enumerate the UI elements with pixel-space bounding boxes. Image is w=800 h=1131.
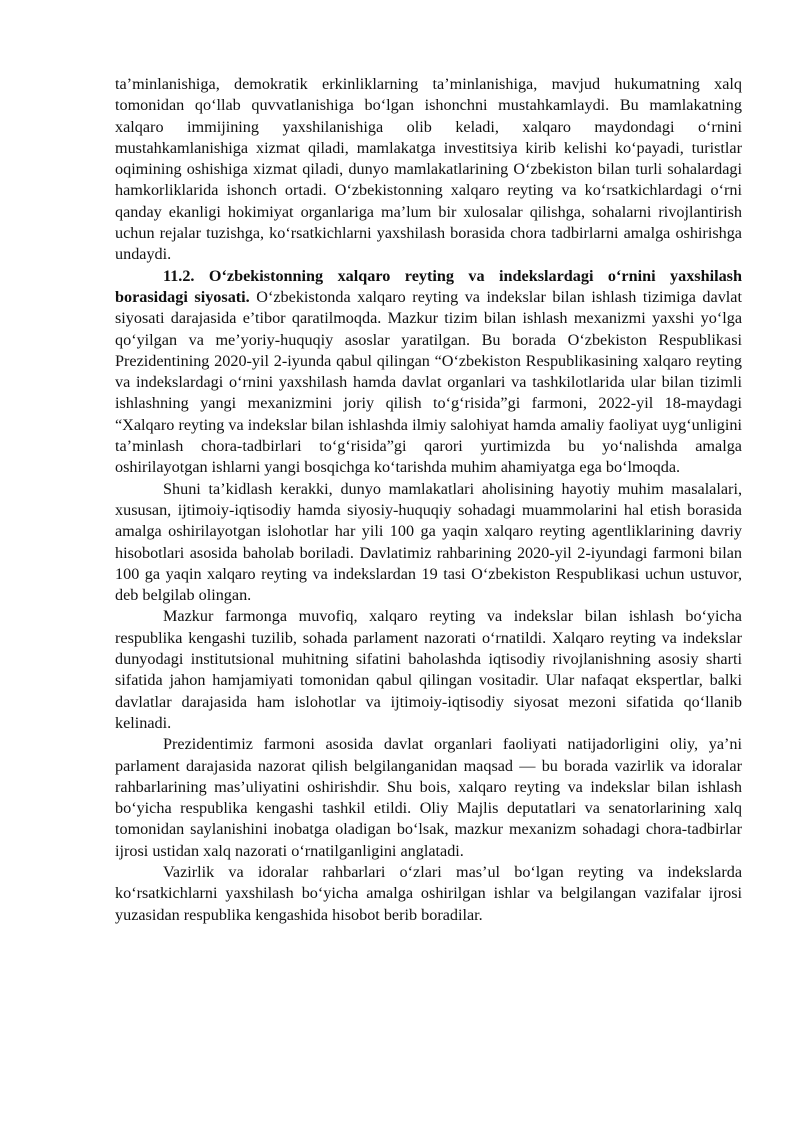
paragraph-ministry-reports: Vazirlik va idoralar rahbarlari o‘zlari mas’ul bo‘lgan reyting va indekslarda ko‘rsatkichlarni yaxshilash bo‘yicha amalga oshirilgan ishlar va belgilangan vazifalar ijrosi yuzasidan respublika kengashida hisobot berib boradilar. [115, 862, 742, 924]
paragraph-parliament-control: Prezidentimiz farmoni asosida davlat organlari faoliyati natijadorligini oliy, ya’ni parlament darajasida nazorat qilish belgilanganidan maqsad — bu borada vazirlik va idoralar rahbarlarining mas’uliyatini oshirishdir. Shu bois, xalqaro reyting va indekslar bilan ishlash bo‘yicha respublika kengashi tashkil etildi. Oliy Majlis deputatlari va senatorlarining xalq tomonidan saylanishini inobatga oladigan bo‘lsak, mazkur mexanizm sohadagi chora-tadbirlar ijrosi ustidan xalq nazorati o‘rnatilganligini anglatadi. [115, 735, 742, 860]
document-page [115, 74, 742, 926]
paragraph-intro-continuation: ta’minlanishiga, demokratik erkinliklarning ta’minlanishiga, mavjud hukumatning xalq tomonidan qo‘llab quvvatlanishiga bo‘lgan ishonchni mustahkamlaydi. Bu mamlakatning xalqaro immijining yaxshilanishiga olib keladi, xalqaro maydondagi o‘rnini mustahkamlanishiga xizmat qiladi, mamlakatga investitsiya kirib kelishi ko‘payadi, turistlar oqimining oshishiga xizmat qiladi, dunyo mamlakatlarining O‘zbekiston bilan turli sohalardagi hamkorliklarida ishonch ortadi. O‘zbekistonning xalqaro reyting va ko‘rsatkichlardagi o‘rni qanday ekanligi hokimiyat organlariga ma’lum bir xulosalar qilishga, sohalarni rivojlantirish uchun rejalar tuzishga, ko‘rsatkichlarni yaxshilash borasida chora tadbirlarni amalga oshirishga undaydi. [115, 75, 742, 264]
paragraph-rating-agencies: Shuni ta’kidlash kerakki, dunyo mamlakatlari aholisining hayotiy muhim masalalari, xususan, ijtimoiy-iqtisodiy hamda siyosiy-huquqiy sohadagi muammolarini hal etish borasida amalga oshirilayotgan islohotlar har yili 100 ga yaqin xalqaro reyting agentliklarining davriy hisobotlari asosida baholab boriladi. Davlatimiz rahbarining 2020-yil 2-iyundagi farmoni bilan 100 ga yaqin xalqaro reyting va indekslardan 19 tasi O‘zbekiston Respublikasi uchun ustuvor, deb belgilab olingan. [115, 479, 742, 605]
paragraph-republic-council: Mazkur farmonga muvofiq, xalqaro reyting va indekslar bilan ishlash bo‘yicha respublika kengashi tuzilib, sohada parlament nazorati o‘rnatildi. Xalqaro reyting va indekslar dunyodagi institutsional muhitning sifatini baholashda iqtisodiy rivojlanishning asosiy sharti sifatida jahon hamjamiyati tomonidan qabul qilingan vositadir. Ular nafaqat ekspertlar, balki davlatlar darajasida ham islohotlar va ijtimoiy-iqtisodiy siyosat mezoni sifatida qo‘llanib kelinadi. [115, 607, 742, 732]
paragraph-section-11-2 [115, 266, 742, 479]
section-body-text: O‘zbekistonda xalqaro reyting va indekslar bilan ishlash tizimiga davlat siyosati darajasida e’tibor qaratilmoqda. Mazkur tizim bilan ishlash mexanizmi yaxshi yo‘lga qo‘yilgan va me’yoriy-huquqiy asoslar yaratilgan. Bu borada O‘zbekiston Respublikasi Prezidentining 2020-yil 2-iyunda qabul qilingan “O‘zbekiston Respublikasining xalqaro reyting va indekslardagi o‘rnini yaxshilash hamda davlat organlari va tashkilotlarida ular bilan tizimli ishlashning yangi mexanizmini joriy qilish to‘g‘risida”gi farmoni, 2022-yil 18-maydagi “Xalqaro reyting va indekslar bilan ishlashda ilmiy salohiyat hamda amaliy faoliyat uyg‘unligini ta’minlash chora-tadbirlari to‘g‘risida”gi qarori yurtimizda bu yo‘nalishda amalga oshirilayotgan ishlarni yangi bosqichga ko‘tarishda muhim ahamiyatga ega bo‘lmoqda. [115, 287, 742, 477]
section-heading: 11.2. O‘zbekistonning xalqaro reyting va indekslardagi o‘rnini yaxshilash borasidagi siyosati. [115, 266, 742, 306]
